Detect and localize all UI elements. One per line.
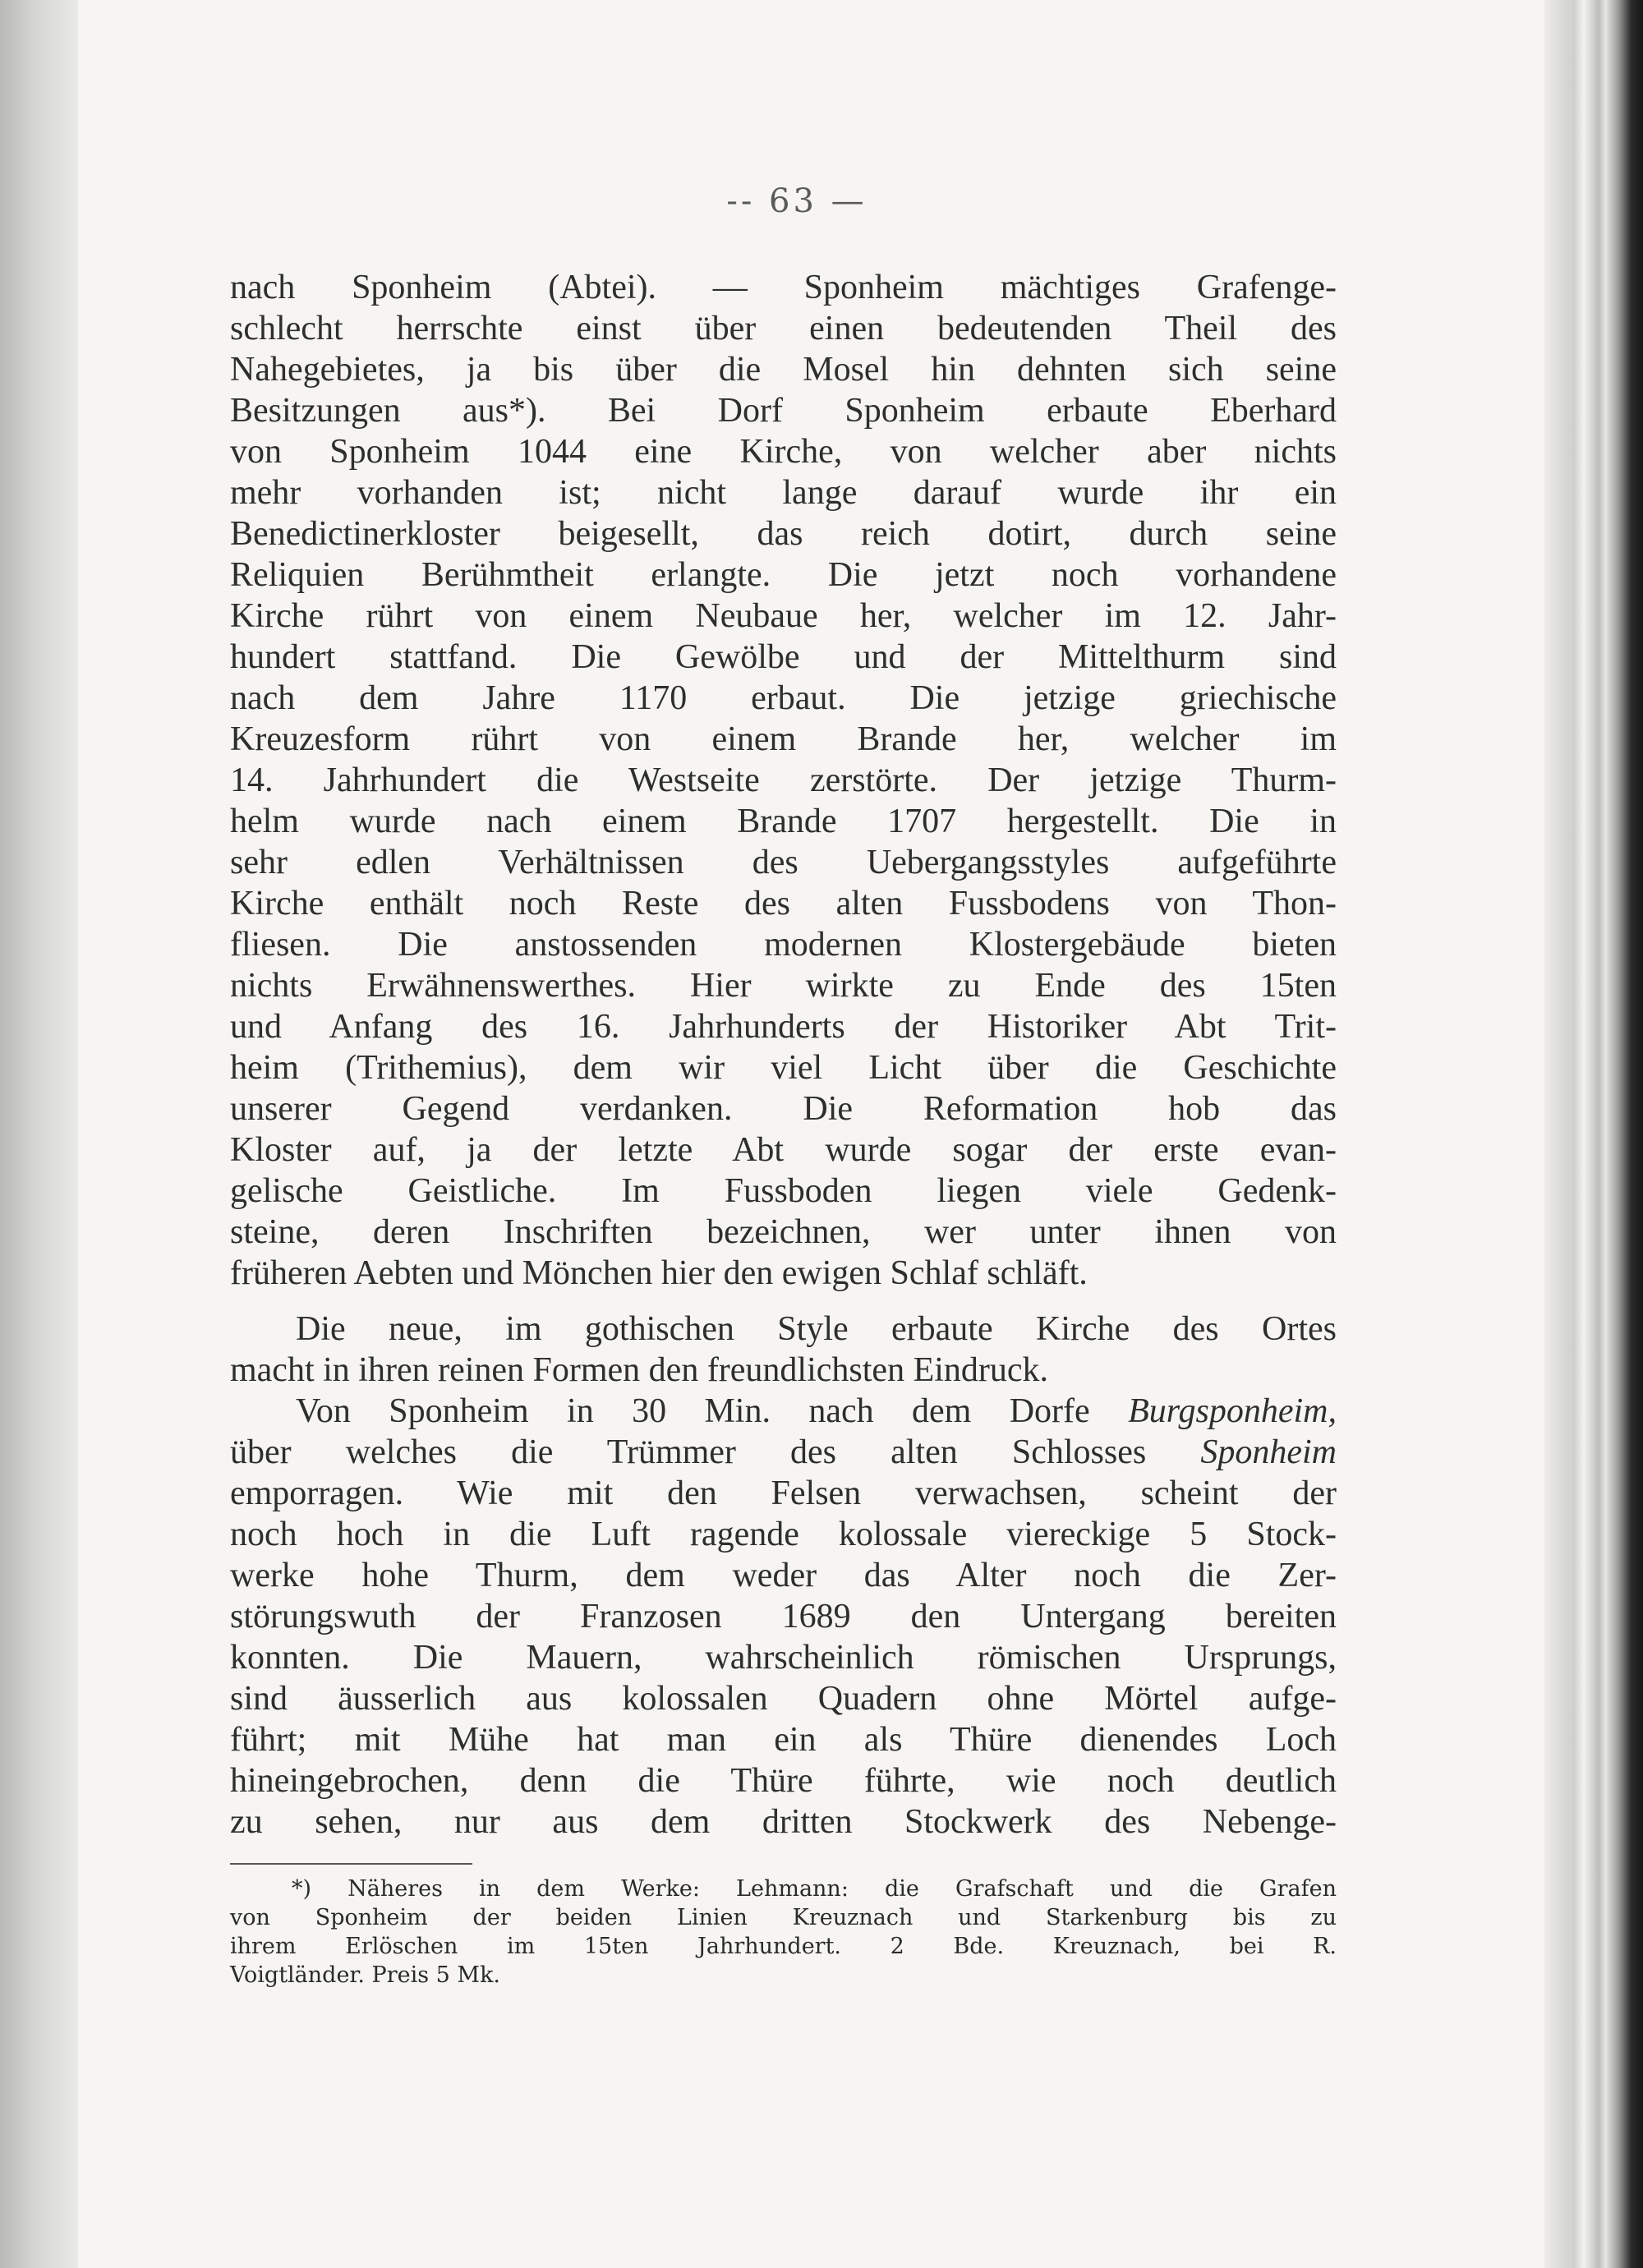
text-line: gelische Geistliche. Im Fussboden liegen viele Gedenk- xyxy=(230,1172,1337,1210)
place-name-emphasis: Sponheim xyxy=(1200,1433,1337,1471)
text-line: hundert stattfand. Die Gewölbe und der Mittelthurm sind xyxy=(230,638,1337,676)
text-line: hineingebrochen, denn die Thüre führte, wie noch deutlich xyxy=(230,1762,1337,1800)
text-line: Kirche rührt von einem Neubaue her, welcher im 12. Jahr- xyxy=(230,597,1337,635)
footnote-line: Voigtländer. Preis 5 Mk. xyxy=(230,1962,501,1988)
text-line: noch hoch in die Luft ragende kolossale viereckige 5 Stock- xyxy=(230,1516,1337,1553)
text-line xyxy=(230,1391,1337,1432)
text-line: mehr vorhanden ist; nicht lange darauf wurde ihr ein xyxy=(230,474,1337,512)
text-line: werke hohe Thurm, dem weder das Alter noch die Zer- xyxy=(230,1557,1337,1594)
footnote-line: *) Näheres in dem Werke: Lehmann: die Grafschaft und die Grafen xyxy=(292,1876,1337,1902)
text-line: früheren Aebten und Mönchen hier den ewigen Schlaf schläft. xyxy=(230,1254,1088,1292)
text-line: sind äusserlich aus kolossalen Quadern ohne Mörtel aufge- xyxy=(230,1680,1337,1718)
text-line: fliesen. Die anstossenden modernen Klostergebäude bieten xyxy=(230,926,1337,964)
text-line: unserer Gegend verdanken. Die Reformation hob das xyxy=(230,1090,1337,1128)
text-line: steine, deren Inschriften bezeichnen, wer unter ihnen von xyxy=(230,1213,1337,1251)
text-line: führt; mit Mühe hat man ein als Thüre dienendes Loch xyxy=(230,1721,1337,1759)
text-line: nach Sponheim (Abtei). — Sponheim mächtiges Grafenge- xyxy=(230,269,1337,306)
text-line: Benedictinerkloster beigesellt, das reich dotirt, durch seine xyxy=(230,515,1337,553)
text-line: konnten. Die Mauern, wahrscheinlich römischen Ursprungs, xyxy=(230,1639,1337,1677)
text-line: macht in ihren reinen Formen den freundlichsten Eindruck. xyxy=(230,1351,1049,1389)
footnote-divider xyxy=(230,1863,472,1865)
text-fragment: über welches die Trümmer des alten Schlosses xyxy=(230,1433,1147,1471)
text-line: Kirche enthält noch Reste des alten Fussbodens von Thon- xyxy=(230,885,1337,922)
place-name-emphasis: Burgsponheim, xyxy=(1128,1392,1337,1430)
text-line: sehr edlen Verhältnissen des Uebergangsstyles aufgeführte xyxy=(230,844,1337,881)
text-line: Kloster auf, ja der letzte Abt wurde sogar der erste evan- xyxy=(230,1131,1337,1169)
text-fragment: Von Sponheim in 30 Min. nach dem Dorfe xyxy=(296,1392,1090,1430)
text-line: zu sehen, nur aus dem dritten Stockwerk des Nebenge- xyxy=(230,1803,1337,1841)
text-line: von Sponheim 1044 eine Kirche, von welcher aber nichts xyxy=(230,433,1337,471)
footnote xyxy=(230,1875,1337,1990)
text-line: 14. Jahrhundert die Westseite zerstörte. Der jetzige Thurm- xyxy=(230,761,1337,799)
text-line: Reliquien Berühmtheit erlangte. Die jetzt noch vorhandene xyxy=(230,556,1337,594)
text-line: helm wurde nach einem Brande 1707 hergestellt. Die in xyxy=(230,803,1337,840)
text-line: nichts Erwähnenswerthes. Hier wirkte zu Ende des 15ten xyxy=(230,967,1337,1005)
text-line: emporragen. Wie mit den Felsen verwachsen, scheint der xyxy=(230,1474,1337,1512)
text-line: Nahegebietes, ja bis über die Mosel hin dehnten sich seine xyxy=(230,351,1337,389)
paragraph-gap xyxy=(230,1294,1337,1309)
text-line: Die neue, im gothischen Style erbaute Kirche des Ortes xyxy=(296,1310,1337,1348)
text-line xyxy=(230,1432,1337,1473)
page-number: -- 63 — xyxy=(726,182,868,220)
text-line: Besitzungen aus*). Bei Dorf Sponheim erbaute Eberhard xyxy=(230,392,1337,430)
body-text xyxy=(230,267,1337,1842)
text-line: schlecht herrschte einst über einen bedeutenden Theil des xyxy=(230,310,1337,347)
text-line: störungswuth der Franzosen 1689 den Untergang bereiten xyxy=(230,1598,1337,1635)
text-line: Kreuzesform rührt von einem Brande her, welcher im xyxy=(230,720,1337,758)
footnote-line: von Sponheim der beiden Linien Kreuznach und Starkenburg bis zu xyxy=(230,1905,1337,1930)
text-line: nach dem Jahre 1170 erbaut. Die jetzige griechische xyxy=(230,679,1337,717)
footnote-line: ihrem Erlöschen im 15ten Jahrhundert. 2 Bde. Kreuznach, bei R. xyxy=(230,1934,1337,1959)
text-line: und Anfang des 16. Jahrhunderts der Historiker Abt Trit- xyxy=(230,1008,1337,1046)
scan-left-margin xyxy=(0,0,78,2268)
text-line: heim (Trithemius), dem wir viel Licht über die Geschichte xyxy=(230,1049,1337,1087)
page-block-edge xyxy=(1544,0,1643,2268)
